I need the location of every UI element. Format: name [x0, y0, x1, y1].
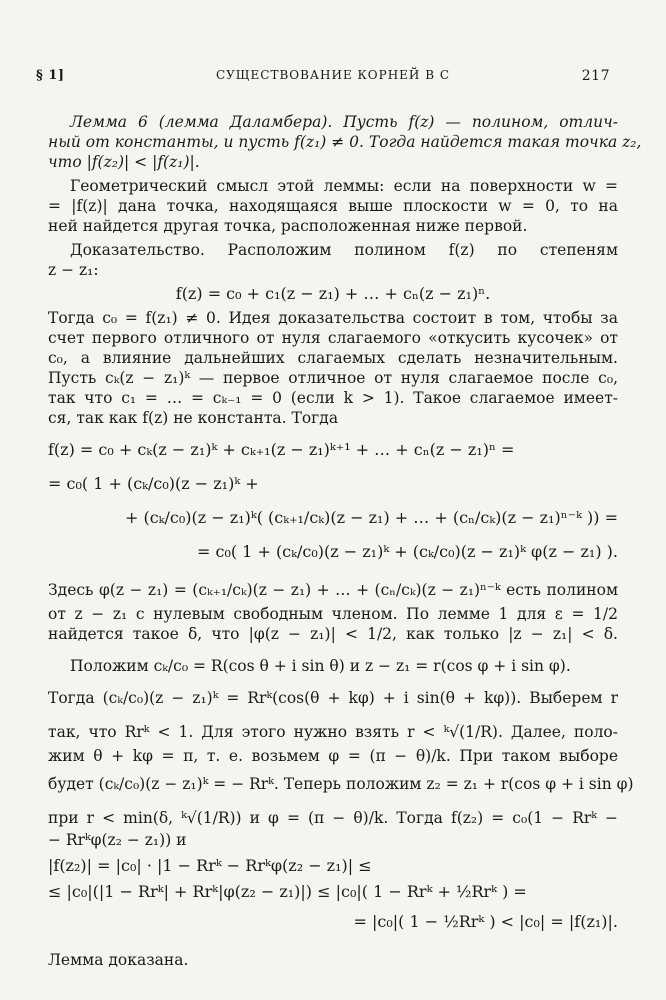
text-line: ся, так как f(z) не константа. Тогда: [48, 409, 339, 427]
text-line: Здесь φ(z − z₁) = (cₖ₊₁/cₖ)(z − z₁) + … + (cₙ/cₖ)(z − z₁)ⁿ⁻ᵏ есть полином: [48, 581, 618, 599]
text-line: Пусть cₖ(z − z₁)ᵏ — первое отличное от нуля слагаемое после c₀,: [48, 369, 618, 387]
page-number: 217: [581, 68, 610, 84]
text-line: от z − z₁ с нулевым свободным членом. По лемме 1 для ε = 1/2: [48, 605, 618, 623]
formula-line: + (cₖ/c₀)(z − z₁)ᵏ( (cₖ₊₁/cₖ)(z − z₁) + … + (cₙ/cₖ)(z − z₁)ⁿ⁻ᵏ )) =: [124, 508, 618, 527]
text-line: при r < min(δ, ᵏ√(1/R)) и φ = (π − θ)/k. Тогда f(z₂) = c₀(1 − Rrᵏ −: [48, 809, 618, 827]
section-marker: § 1]: [36, 68, 65, 83]
inequality-line: = |c₀|( 1 − ½Rrᵏ ) < |c₀| = |f(z₁)|.: [353, 912, 618, 931]
formula-line: = c₀( 1 + (cₖ/c₀)(z − z₁)ᵏ + (cₖ/c₀)(z − z₁)ᵏ φ(z − z₁) ).: [196, 542, 618, 561]
text-line: z − z₁:: [48, 261, 99, 279]
formula-line: Положим cₖ/c₀ = R(cos θ + i sin θ) и z − z₁ = r(cos φ + i sin φ).: [70, 657, 571, 675]
formula-line: = c₀( 1 + (cₖ/c₀)(z − z₁)ᵏ +: [48, 474, 259, 493]
text-line: найдется такое δ, что |φ(z − z₁)| < 1/2, как только |z − z₁| < δ.: [48, 625, 618, 643]
text-line: Тогда c₀ = f(z₁) ≠ 0. Идея доказательства состоит в том, чтобы за: [48, 309, 618, 327]
inequality-line: |f(z₂)| = |c₀| · |1 − Rrᵏ − Rrᵏφ(z₂ − z₁)| ≤: [48, 856, 372, 875]
lemma-statement-line-2: ный от константы, и пусть f(z₁) ≠ 0. Тогда найдется такая точка z₂,: [48, 133, 642, 151]
lemma-statement-line-1: Лемма 6 (лемма Даламбера). Пусть f(z) — полином, отлич-: [70, 113, 618, 131]
formula-line: f(z) = c₀ + cₖ(z − z₁)ᵏ + cₖ₊₁(z − z₁)ᵏ⁺¹ + … + cₙ(z − z₁)ⁿ =: [48, 440, 515, 459]
text-line: ней найдется другая точка, расположенная ниже первой.: [48, 217, 528, 235]
lemma-statement-line-3: что |f(z₂)| < |f(z₁)|.: [48, 153, 200, 171]
text-line: = |f(z)| дана точка, находящаяся выше плоскости w = 0, то на: [48, 197, 618, 215]
text-line: так что c₁ = … = cₖ₋₁ = 0 (если k > 1). Такое слагаемое имеет-: [48, 389, 618, 407]
text-line: − Rrᵏφ(z₂ − z₁)) и: [48, 831, 187, 849]
text-line: будет (cₖ/c₀)(z − z₁)ᵏ = − Rrᵏ. Теперь положим z₂ = z₁ + r(cos φ + i sin φ): [48, 775, 634, 793]
running-title: СУЩЕСТВОВАНИЕ КОРНЕЙ В C: [215, 68, 451, 82]
text-line: c₀, а влияние дальнейших слагаемых сделать незначительным.: [48, 349, 618, 367]
proof-conclusion: Лемма доказана.: [48, 951, 189, 969]
text-line: так, что Rrᵏ < 1. Для этого нужно взять r < ᵏ√(1/R). Далее, поло-: [48, 723, 618, 741]
text-line: Геометрический смысл этой леммы: если на поверхности w =: [70, 177, 618, 195]
text-line: счет первого отличного от нуля слагаемого «откусить кусочек» от: [48, 329, 618, 347]
proof-start-line: Доказательство. Расположим полином f(z) по степеням: [70, 241, 618, 259]
text-line: жим θ + kφ = π, т. е. возьмем φ = (π − θ)/k. При таком выборе: [48, 747, 618, 765]
formula-line: Тогда (cₖ/c₀)(z − z₁)ᵏ = Rrᵏ(cos(θ + kφ) + i sin(θ + kφ)). Выберем r: [48, 689, 618, 707]
polynomial-expansion-formula: f(z) = c₀ + c₁(z − z₁) + … + cₙ(z − z₁)ⁿ.: [175, 284, 491, 303]
inequality-line: ≤ |c₀|(|1 − Rrᵏ| + Rrᵏ|φ(z₂ − z₁)|) ≤ |c₀|( 1 − Rrᵏ + ½Rrᵏ ) =: [48, 882, 527, 901]
